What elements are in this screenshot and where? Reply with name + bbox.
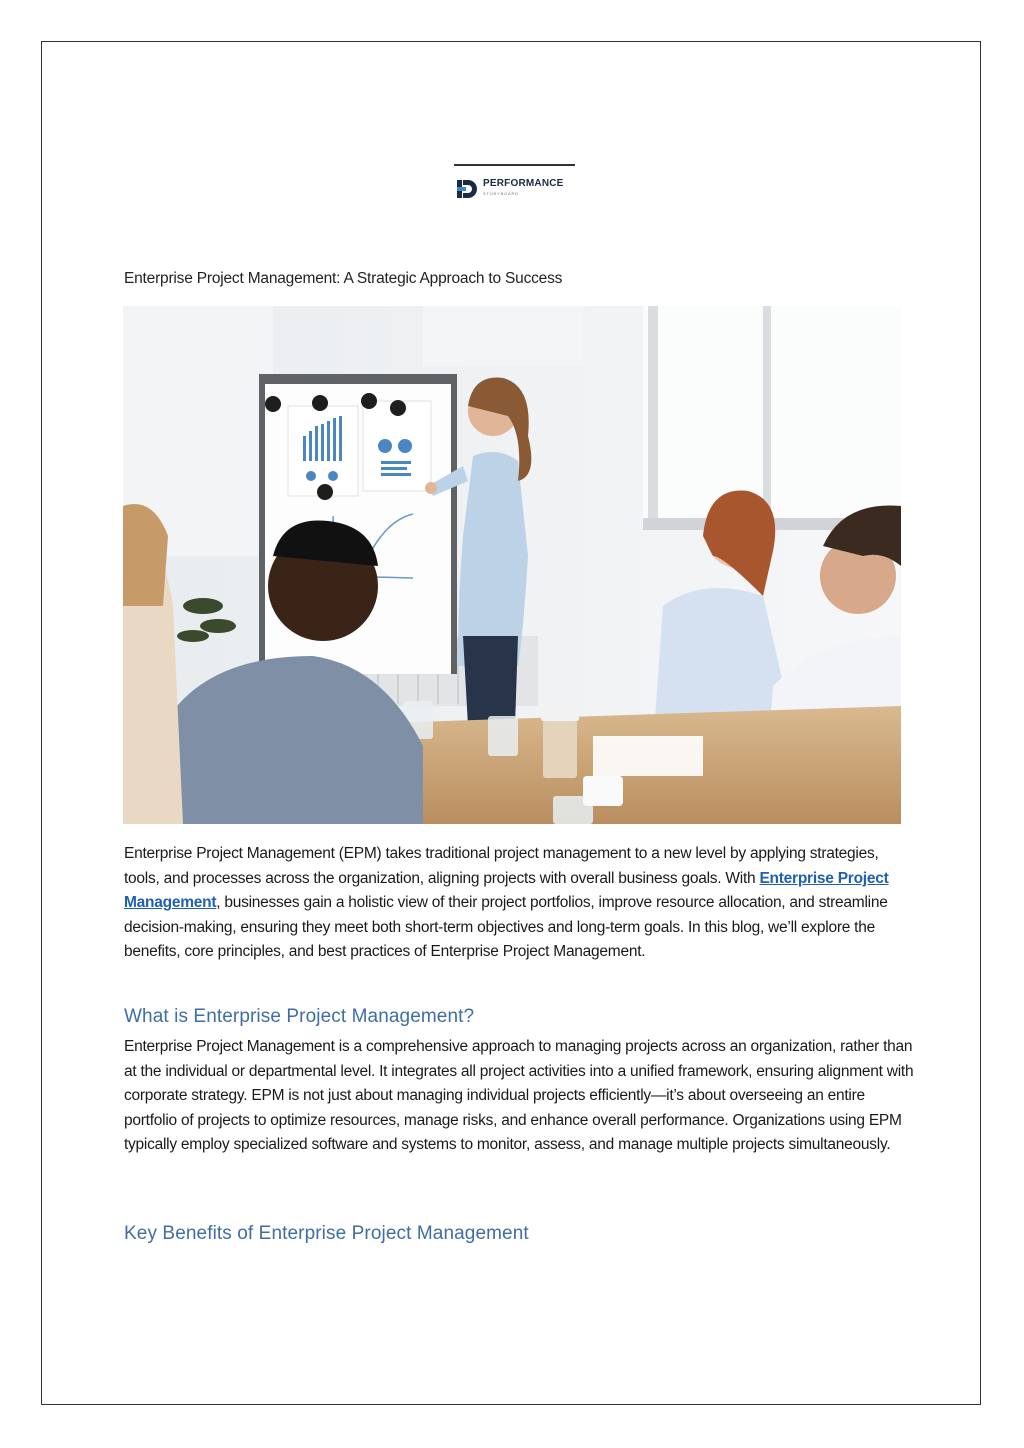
document-title: Enterprise Project Management: A Strategic Approach to Success [124,270,563,287]
performance-storyboard-logo [454,164,576,204]
logo-sub-text: STORYBOARD [483,191,519,196]
presentation-meeting-photo [123,306,901,824]
epm-link[interactable]: Enterprise Project Management [124,869,889,912]
section-body-what-is-epm: Enterprise Project Management is a comprehensive approach to managing projects across an organization, rather than at the individual or departmental level. It integrates all project activities into a unified framework, ensuring alignment with corporate strategy. EPM is not just about managing individual projects efficiently—it’s about overseeing an entire portfolio of projects to optimize resources, manage risks, and enhance overall performance. Organizations using EPM typically employ specialized software and systems to monitor, assess, and manage multiple projects simultaneously. [124,1038,914,1154]
section-heading-what-is-epm: What is Enterprise Project Management? [124,1006,475,1027]
intro-paragraph [124,842,914,965]
hero-image [123,306,901,824]
intro-text-1: Enterprise Project Management (EPM) takes traditional project management to a new level by applying strategies, tools, and processes across the organization, aligning projects with overall business goals. With [124,845,879,887]
logo-rule [454,164,575,166]
logo-brand-text: PERFORMANCE [483,178,564,189]
intro-text-2: , businesses gain a holistic view of their project portfolios, improve resource allocation, and streamline decision-making, ensuring they meet both short-term objectives and long-term goals. In this blog, we’ll explore the benefits, core principles, and best practices of Enterprise Project Management. [124,894,888,961]
logo-mark-icon [457,180,477,198]
section-heading-key-benefits: Key Benefits of Enterprise Project Management [124,1223,529,1244]
